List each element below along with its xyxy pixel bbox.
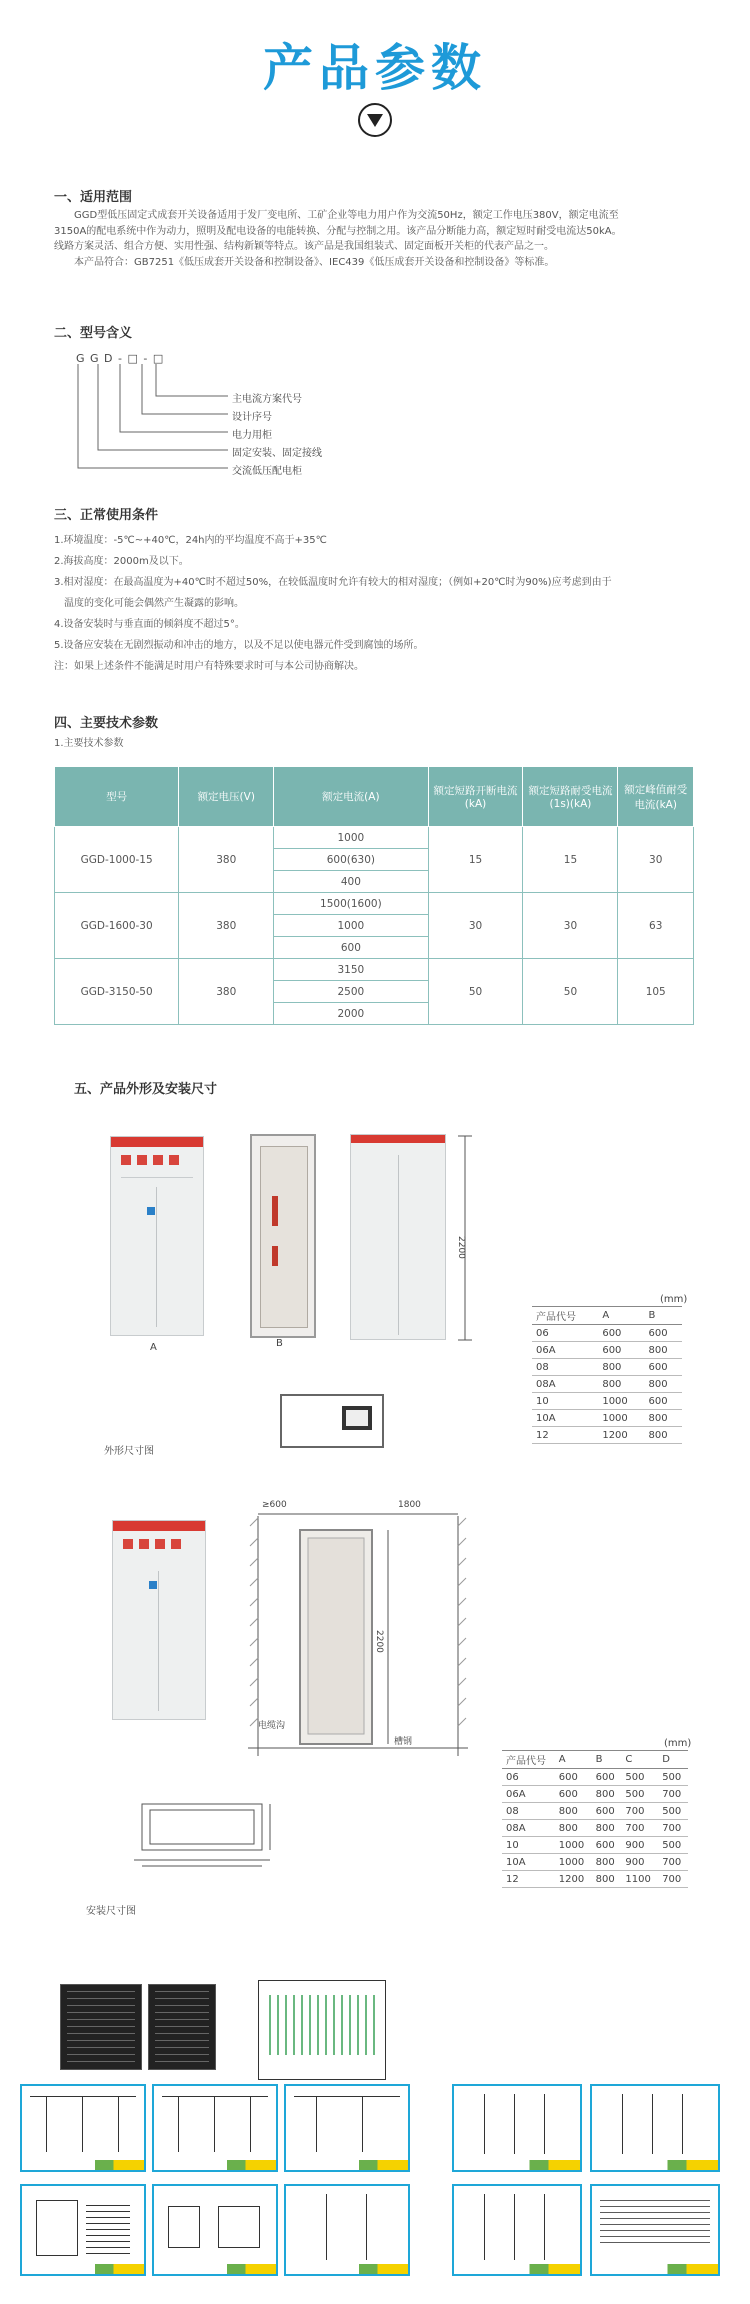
scope-line: GGD型低压固定式成套开关设备适用于发厂变电所、工矿企业等电力用户作为交流50Hz，额定工作电压380V，额定电流至 — [74, 210, 619, 221]
conditions-list — [54, 530, 704, 677]
th-b: B — [592, 1751, 622, 1769]
schematic-table-thumbnail — [148, 1984, 216, 2070]
cell: 600 — [645, 1359, 682, 1376]
cabinet-front-photo-2 — [112, 1520, 206, 1720]
cell: 1000 — [555, 1854, 592, 1871]
arrow-down-circle-icon — [358, 103, 392, 137]
cell-peak: 63 — [618, 893, 694, 959]
cell-model: GGD-1600-30 — [55, 893, 179, 959]
scope-line: 3150A的配电系统中作为动力，照明及配电设备的电能转换、分配与控制之用。该产品分断能力高，额定短时耐受电流达50kA。 — [54, 225, 622, 237]
legend-main-scheme: 主电流方案代号 — [232, 394, 302, 405]
cell: 06 — [502, 1769, 555, 1786]
cell-current: 600 — [274, 937, 428, 959]
table-row — [532, 1427, 682, 1444]
schematic-circuit-thumbnail — [452, 2184, 582, 2276]
schematic-layout-thumbnail — [20, 2184, 146, 2276]
cell-voltage: 380 — [179, 827, 274, 893]
schematic-circuit-thumbnail — [284, 2184, 410, 2276]
fig1-caption: 外形尺寸图 — [104, 1446, 154, 1457]
cell: 600 — [592, 1837, 622, 1854]
cell-current: 1000 — [274, 827, 428, 849]
cell: 10 — [532, 1393, 598, 1410]
cell-break: 50 — [428, 959, 523, 1025]
cell: 700 — [658, 1871, 688, 1888]
cell-current: 2500 — [274, 981, 428, 1003]
th-a: A — [598, 1307, 644, 1325]
schematic-circuit-thumbnail — [20, 2084, 146, 2172]
th-break: 额定短路开断电流(kA) — [428, 767, 523, 827]
cell: 800 — [645, 1342, 682, 1359]
section-heading-model: 二、型号含义 — [54, 326, 133, 341]
cell: 500 — [621, 1786, 658, 1803]
cell: 600 — [555, 1769, 592, 1786]
dim-label-b: B — [276, 1338, 283, 1349]
th-c: C — [621, 1751, 658, 1769]
cell: 08 — [502, 1803, 555, 1820]
th-withstand: 额定短路耐受电流(1s)(kA) — [523, 767, 618, 827]
condition-note: 注：如果上述条件不能满足时用户有特殊要求时可与本公司协商解决。 — [54, 661, 364, 672]
cell-break: 30 — [428, 893, 523, 959]
table-row — [532, 1325, 682, 1342]
schematic-circuit-thumbnail — [590, 2084, 720, 2172]
fig2-caption: 安装尺寸图 — [86, 1906, 136, 1917]
schematic-table-thumbnail-light — [590, 2184, 720, 2276]
cell: 1200 — [598, 1427, 644, 1444]
dim-label-base: 槽钢 — [394, 1737, 413, 1747]
th-model: 型号 — [55, 767, 179, 827]
cell: 10A — [502, 1854, 555, 1871]
table-row — [532, 1376, 682, 1393]
table-row — [532, 1393, 682, 1410]
table-row — [502, 1769, 688, 1786]
cell: 500 — [621, 1769, 658, 1786]
cabinet-front-photo — [110, 1136, 204, 1336]
cell-current: 400 — [274, 871, 428, 893]
cell: 800 — [645, 1427, 682, 1444]
cell: 06 — [532, 1325, 598, 1342]
cell: 10A — [532, 1410, 598, 1427]
cell-model: GGD-3150-50 — [55, 959, 179, 1025]
cell: 800 — [555, 1820, 592, 1837]
scope-line: 线路方案灵活、组合方便、实用性强、结构新颖等特点。该产品是我国组装式、固定面板开关柜的代表产品之一。 — [54, 241, 554, 252]
legend-design-no: 设计序号 — [232, 412, 272, 423]
table-row — [55, 959, 694, 981]
cell-current: 1000 — [274, 915, 428, 937]
cell-current: 1500(1600) — [274, 893, 428, 915]
condition-item: 2.海拔高度：2000m及以下。 — [54, 556, 189, 567]
cell: 600 — [598, 1342, 644, 1359]
cell-voltage: 380 — [179, 959, 274, 1025]
condition-item: 温度的变化可能会偶然产生凝露的影响。 — [64, 598, 244, 609]
cell: 600 — [592, 1803, 622, 1820]
base-plan-drawing — [130, 1792, 280, 1872]
cell: 12 — [532, 1427, 598, 1444]
dim-label-height: 2200 — [456, 1236, 466, 1259]
legend-fixed-install: 固定安装、固定接线 — [232, 448, 322, 459]
cell: 06A — [532, 1342, 598, 1359]
cell: 600 — [592, 1769, 622, 1786]
cell: 900 — [621, 1837, 658, 1854]
cell: 800 — [592, 1871, 622, 1888]
cell: 800 — [645, 1376, 682, 1393]
cell-withstand: 15 — [523, 827, 618, 893]
cell: 700 — [658, 1820, 688, 1837]
th-current: 额定电流(A) — [274, 767, 428, 827]
cell: 1000 — [598, 1393, 644, 1410]
cell: 500 — [658, 1769, 688, 1786]
table-row — [502, 1837, 688, 1854]
table-row — [502, 1820, 688, 1837]
th-voltage: 额定电压(V) — [179, 767, 274, 827]
cell-current: 600(630) — [274, 849, 428, 871]
cell: 500 — [658, 1837, 688, 1854]
table-row — [55, 827, 694, 849]
cell: 700 — [621, 1803, 658, 1820]
dim-label-clearance: ≥600 — [262, 1500, 287, 1510]
cell: 700 — [621, 1820, 658, 1837]
section-heading-dimensions: 五、产品外形及安装尺寸 — [74, 1082, 218, 1097]
cabinet-plan-drawing — [280, 1394, 384, 1448]
section-heading-conditions: 三、正常使用条件 — [54, 508, 159, 523]
schematic-layout-thumbnail — [152, 2184, 278, 2276]
model-code: G G D - □ - □ — [76, 352, 165, 365]
table-row — [532, 1410, 682, 1427]
cell-model: GGD-1000-15 — [55, 827, 179, 893]
model-legend-lines — [70, 362, 230, 474]
cell: 800 — [592, 1786, 622, 1803]
cell-peak: 30 — [618, 827, 694, 893]
condition-item: 1.环境温度：-5℃~+40℃，24h内的平均温度不高于+35℃ — [54, 535, 327, 546]
table-row — [502, 1854, 688, 1871]
dimension-table-1 — [532, 1306, 682, 1444]
cell: 1100 — [621, 1871, 658, 1888]
dimension-table-2 — [502, 1750, 688, 1888]
cell: 12 — [502, 1871, 555, 1888]
scope-paragraph — [54, 208, 704, 270]
cell-current: 3150 — [274, 959, 428, 981]
table2-unit: (mm) — [664, 1738, 692, 1749]
cell: 500 — [658, 1803, 688, 1820]
cell: 800 — [555, 1803, 592, 1820]
cell-voltage: 380 — [179, 893, 274, 959]
cell: 600 — [645, 1393, 682, 1410]
table-row — [55, 893, 694, 915]
page-title: 产品参数 — [263, 39, 487, 97]
cabinet-back-photo — [350, 1134, 446, 1340]
table-row — [532, 1342, 682, 1359]
dim-label-width: 1800 — [398, 1500, 421, 1510]
cell-peak: 105 — [618, 959, 694, 1025]
cell: 700 — [658, 1854, 688, 1871]
cell: 600 — [555, 1786, 592, 1803]
condition-item: 3.相对湿度：在最高温度为+40℃时不超过50%，在较低温度时允许有较大的相对湿度；（例如+20℃时为90%)应考虑到由于 — [54, 577, 612, 588]
th-d: D — [658, 1751, 688, 1769]
cell-withstand: 50 — [523, 959, 618, 1025]
table1-unit: (mm) — [660, 1294, 688, 1305]
cell: 800 — [592, 1820, 622, 1837]
th-peak: 额定峰值耐受电流(kA) — [618, 767, 694, 827]
cell: 06A — [502, 1786, 555, 1803]
tech-subheading: 1.主要技术参数 — [54, 738, 124, 749]
cell: 10 — [502, 1837, 555, 1854]
th-b: B — [645, 1307, 682, 1325]
schematic-circuit-thumbnail — [284, 2084, 410, 2172]
cell: 800 — [645, 1410, 682, 1427]
schematic-table-thumbnail — [60, 1984, 142, 2070]
dim-label-a: A — [150, 1342, 157, 1353]
table-row — [502, 1871, 688, 1888]
cell: 800 — [598, 1376, 644, 1393]
cell-break: 15 — [428, 827, 523, 893]
cell: 08A — [532, 1376, 598, 1393]
cabinet-open-photo — [250, 1134, 316, 1338]
cell: 1200 — [555, 1871, 592, 1888]
cell: 600 — [598, 1325, 644, 1342]
th-a: A — [555, 1751, 592, 1769]
cell: 600 — [645, 1325, 682, 1342]
section-heading-scope: 一、适用范围 — [54, 190, 133, 205]
scope-line: 本产品符合：GB7251《低压成套开关设备和控制设备》、IEC439《低压成套开关设备和控制设备》等标准。 — [74, 256, 555, 268]
cell: 800 — [592, 1854, 622, 1871]
schematic-wiring-thumbnail — [258, 1980, 386, 2080]
table-row — [532, 1359, 682, 1376]
schematic-circuit-thumbnail — [452, 2084, 582, 2172]
th-code: 产品代号 — [502, 1751, 555, 1769]
legend-ac-low-voltage: 交流低压配电柜 — [232, 466, 302, 477]
legend-power-cabinet: 电力用柜 — [232, 430, 272, 441]
th-code: 产品代号 — [532, 1307, 598, 1325]
condition-item: 5.设备应安装在无剧烈振动和冲击的地方，以及不足以使电器元件受到腐蚀的场所。 — [54, 640, 424, 651]
cell: 700 — [658, 1786, 688, 1803]
cell-current: 2000 — [274, 1003, 428, 1025]
cell: 08A — [502, 1820, 555, 1837]
dim-label-height-2: 2200 — [374, 1630, 384, 1653]
cell: 900 — [621, 1854, 658, 1871]
cell: 1000 — [598, 1410, 644, 1427]
cell: 08 — [532, 1359, 598, 1376]
cell-withstand: 30 — [523, 893, 618, 959]
dim-label-trench: 电缆沟 — [258, 1721, 286, 1731]
tech-spec-table — [54, 766, 694, 1025]
table-row — [502, 1786, 688, 1803]
condition-item: 4.设备安装时与垂直面的倾斜度不超过5°。 — [54, 619, 245, 630]
cell: 800 — [598, 1359, 644, 1376]
table-row — [502, 1803, 688, 1820]
section-heading-tech: 四、主要技术参数 — [54, 716, 159, 731]
schematic-circuit-thumbnail — [152, 2084, 278, 2172]
cell: 1000 — [555, 1837, 592, 1854]
